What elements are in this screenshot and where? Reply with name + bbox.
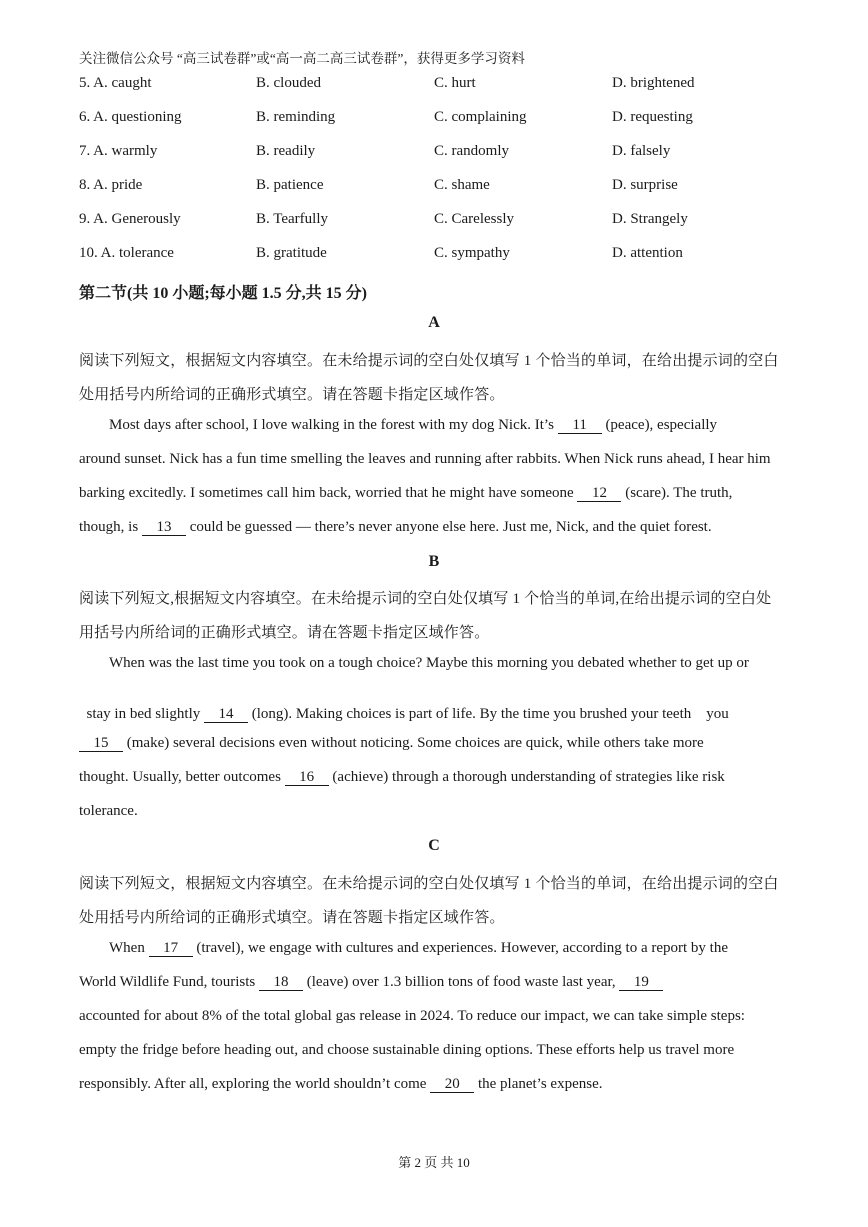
page-header: 关注微信公众号 “高三试卷群”或“高一高二高三试卷群”，获得更多学习资料	[79, 51, 525, 66]
blank-20[interactable]: 20	[430, 1077, 474, 1093]
option: 10. A. tolerance	[79, 245, 174, 261]
passage-line: accounted for about 8% of the total global gas release in 2024. To reduce our impact, we can take simple steps:	[79, 1008, 745, 1024]
option-row	[79, 245, 799, 279]
blank-12[interactable]: 12	[577, 486, 621, 502]
option-row	[79, 75, 799, 109]
instruction-line: 阅读下列短文,根据短文内容填空。在未给提示词的空白处仅填写 1 个恰当的单词,在给出提示词的空白处	[79, 591, 772, 607]
option: 7. A. warmly	[79, 143, 158, 159]
option: D. Strangely	[612, 211, 688, 227]
option: C. sympathy	[434, 245, 510, 261]
passage-line	[79, 735, 791, 752]
passage-text: (travel), we engage with cultures and experiences. However, according to a report by the	[192, 940, 729, 956]
passage-line: When was the last time you took on a tough choice? Maybe this morning you debated whether to get up or	[109, 655, 749, 671]
option: D. brightened	[612, 75, 695, 91]
passage-text: When	[109, 940, 149, 956]
passage-line	[79, 689, 791, 723]
passage-text: stay in bed slightly	[86, 706, 204, 722]
passage-text: Most days after school, I love walking in the forest with my dog Nick. It’s	[109, 417, 558, 433]
passage-line	[79, 1076, 791, 1093]
passage-text: responsibly. After all, exploring the world shouldn’t come	[79, 1076, 431, 1092]
section-title: 第二节(共 10 小题;每小题 1.5 分,共 15 分)	[79, 285, 367, 302]
passage-letter: A	[428, 314, 440, 331]
option: C. Carelessly	[434, 211, 514, 227]
option: B. Tearfully	[256, 211, 328, 227]
passage-line	[79, 417, 791, 434]
passage-text: (achieve) through a thorough understanding of strategies like risk	[328, 769, 725, 785]
option: 8. A. pride	[79, 177, 143, 193]
passage-text: (leave) over 1.3 billion tons of food waste last year,	[303, 974, 620, 990]
passage-text: thought. Usually, better outcomes	[79, 769, 285, 785]
option: B. gratitude	[256, 245, 327, 261]
passage-text: World Wildlife Fund, tourists	[79, 974, 259, 990]
instruction-line: 阅读下列短文，根据短文内容填空。在未给提示词的空白处仅填写 1 个恰当的单词，在给出提示词的空白	[79, 353, 779, 369]
option: B. readily	[256, 143, 316, 159]
blank-16[interactable]: 16	[285, 770, 329, 786]
passage-line	[79, 974, 791, 991]
page-footer: 第 2 页 共 10	[398, 1155, 470, 1170]
option-row	[79, 177, 799, 211]
blank-13[interactable]: 13	[142, 520, 186, 536]
blank-18[interactable]: 18	[259, 975, 303, 991]
passage-line	[79, 519, 791, 536]
passage-letter: B	[428, 553, 440, 570]
instruction-line: 处用括号内所给词的正确形式填空。请在答题卡指定区域作答。	[79, 387, 505, 403]
instruction-line: 阅读下列短文，根据短文内容填空。在未给提示词的空白处仅填写 1 个恰当的单词，在给出提示词的空白	[79, 876, 779, 892]
passage-line	[79, 769, 791, 786]
passage-letter: C	[428, 837, 440, 854]
option: B. clouded	[256, 75, 321, 91]
option: 6. A. questioning	[79, 109, 182, 125]
instruction-line: 处用括号内所给词的正确形式填空。请在答题卡指定区域作答。	[79, 910, 505, 926]
passage-line	[79, 485, 791, 502]
passage-text: (scare). The truth,	[621, 485, 733, 501]
option: C. hurt	[434, 75, 476, 91]
option: 9. A. Generously	[79, 211, 181, 227]
blank-11[interactable]: 11	[558, 418, 602, 434]
option: 5. A. caught	[79, 75, 152, 91]
options-list	[79, 75, 799, 279]
passage-text: (long). Making choices is part of life. By the time you brushed your teeth you	[248, 706, 729, 722]
option-row	[79, 211, 799, 245]
passage-line: tolerance.	[79, 803, 138, 819]
passage-text: could be guessed — there’s never anyone else here. Just me, Nick, and the quiet forest.	[185, 519, 712, 535]
passage-line: empty the fridge before heading out, and choose sustainable dining options. These efforts help us travel more	[79, 1042, 735, 1058]
instruction-line: 用括号内所给词的正确形式填空。请在答题卡指定区域作答。	[79, 625, 490, 641]
blank-17[interactable]: 17	[149, 941, 193, 957]
passage-line	[79, 940, 791, 957]
passage-text: (make) several decisions even without noticing. Some choices are quick, while others take more	[123, 735, 704, 751]
blank-19[interactable]: 19	[619, 975, 663, 991]
blank-15[interactable]: 15	[79, 736, 123, 752]
option: D. requesting	[612, 109, 693, 125]
passage-text: the planet’s expense.	[474, 1076, 603, 1092]
option: C. shame	[434, 177, 490, 193]
passage-text: (peace), especially	[601, 417, 718, 433]
option: B. reminding	[256, 109, 336, 125]
option-row	[79, 143, 799, 177]
option: D. falsely	[612, 143, 671, 159]
option: D. attention	[612, 245, 683, 261]
blank-14[interactable]: 14	[204, 707, 248, 723]
option: D. surprise	[612, 177, 678, 193]
option-row	[79, 109, 799, 143]
passage-text: though, is	[79, 519, 142, 535]
passage-line: around sunset. Nick has a fun time smelling the leaves and running after rabbits. When Nick runs ahead, I hear him	[79, 451, 771, 467]
option: C. complaining	[434, 109, 527, 125]
passage-text: barking excitedly. I sometimes call him back, worried that he might have someone	[79, 485, 578, 501]
option: C. randomly	[434, 143, 509, 159]
option: B. patience	[256, 177, 324, 193]
